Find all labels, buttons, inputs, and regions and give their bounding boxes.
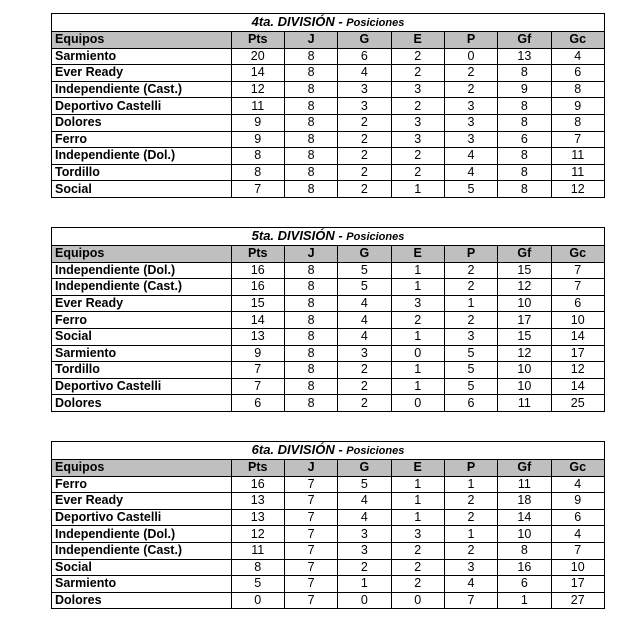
- team-name-cell: Sarmiento: [52, 48, 232, 65]
- table-row: [52, 559, 605, 576]
- stat-cell-j: 8: [284, 378, 337, 395]
- table-row: [52, 262, 605, 279]
- column-header-e: E: [391, 460, 444, 477]
- stat-cell-gc: 10: [551, 559, 604, 576]
- stat-cell-pts: 15: [231, 295, 284, 312]
- stat-cell-gf: 13: [498, 48, 551, 65]
- table-title-row: [52, 228, 605, 246]
- stat-cell-p: 5: [444, 181, 497, 198]
- stat-cell-gc: 6: [551, 509, 604, 526]
- table-row: [52, 576, 605, 593]
- stat-cell-p: 3: [444, 114, 497, 131]
- stat-cell-j: 7: [284, 526, 337, 543]
- title-division: 4ta. DIVISIÓN: [251, 14, 335, 29]
- stat-cell-pts: 7: [231, 362, 284, 379]
- stat-cell-e: 2: [391, 576, 444, 593]
- stat-cell-p: 2: [444, 542, 497, 559]
- column-header-gc: Gc: [551, 460, 604, 477]
- stat-cell-e: 1: [391, 509, 444, 526]
- stat-cell-j: 8: [284, 395, 337, 412]
- team-name-cell: Deportivo Castelli: [52, 378, 232, 395]
- stat-cell-pts: 7: [231, 378, 284, 395]
- stat-cell-gf: 8: [498, 164, 551, 181]
- stat-cell-e: 1: [391, 378, 444, 395]
- stat-cell-gf: 11: [498, 476, 551, 493]
- stat-cell-pts: 11: [231, 542, 284, 559]
- stat-cell-gc: 9: [551, 493, 604, 510]
- stat-cell-pts: 14: [231, 312, 284, 329]
- team-name-cell: Ferro: [52, 131, 232, 148]
- stat-cell-gf: 10: [498, 526, 551, 543]
- stat-cell-gc: 6: [551, 295, 604, 312]
- column-header-p: P: [444, 246, 497, 263]
- stat-cell-j: 7: [284, 576, 337, 593]
- team-name-cell: Ever Ready: [52, 493, 232, 510]
- team-name-cell: Deportivo Castelli: [52, 98, 232, 115]
- column-header-pts: Pts: [231, 32, 284, 49]
- column-header-e: E: [391, 32, 444, 49]
- column-header-gc: Gc: [551, 246, 604, 263]
- stat-cell-pts: 16: [231, 476, 284, 493]
- table-row: [52, 98, 605, 115]
- stat-cell-pts: 16: [231, 262, 284, 279]
- table-row: [52, 279, 605, 296]
- stat-cell-gf: 12: [498, 345, 551, 362]
- table-title: [52, 228, 605, 246]
- stat-cell-gc: 25: [551, 395, 604, 412]
- table-row: [52, 328, 605, 345]
- stat-cell-j: 8: [284, 328, 337, 345]
- stat-cell-j: 8: [284, 65, 337, 82]
- stat-cell-g: 2: [338, 181, 391, 198]
- stat-cell-j: 8: [284, 312, 337, 329]
- stat-cell-pts: 8: [231, 148, 284, 165]
- stat-cell-e: 3: [391, 295, 444, 312]
- table-row: [52, 345, 605, 362]
- team-name-cell: Independiente (Cast.): [52, 542, 232, 559]
- stat-cell-p: 3: [444, 328, 497, 345]
- column-header-g: G: [338, 460, 391, 477]
- table-row: [52, 295, 605, 312]
- stat-cell-gf: 16: [498, 559, 551, 576]
- stat-cell-j: 7: [284, 476, 337, 493]
- stat-cell-e: 3: [391, 526, 444, 543]
- stat-cell-gc: 7: [551, 262, 604, 279]
- column-header-pts: Pts: [231, 460, 284, 477]
- table-row: [52, 542, 605, 559]
- stat-cell-e: 1: [391, 328, 444, 345]
- standings-table-6ta: [51, 441, 605, 609]
- stat-cell-e: 1: [391, 262, 444, 279]
- stat-cell-gf: 12: [498, 279, 551, 296]
- stat-cell-j: 8: [284, 81, 337, 98]
- stat-cell-g: 4: [338, 312, 391, 329]
- stat-cell-p: 0: [444, 48, 497, 65]
- stat-cell-p: 2: [444, 262, 497, 279]
- stat-cell-e: 1: [391, 362, 444, 379]
- stat-cell-gf: 6: [498, 131, 551, 148]
- stat-cell-pts: 13: [231, 509, 284, 526]
- team-name-cell: Ever Ready: [52, 295, 232, 312]
- stat-cell-e: 1: [391, 279, 444, 296]
- stat-cell-gf: 10: [498, 295, 551, 312]
- stat-cell-gf: 17: [498, 312, 551, 329]
- title-subtitle: Posiciones: [346, 445, 405, 457]
- stat-cell-p: 1: [444, 526, 497, 543]
- team-name-cell: Independiente (Dol.): [52, 148, 232, 165]
- table-row: [52, 362, 605, 379]
- stat-cell-g: 2: [338, 148, 391, 165]
- table-row: [52, 592, 605, 609]
- stat-cell-p: 4: [444, 164, 497, 181]
- column-header-g: G: [338, 32, 391, 49]
- column-header-g: G: [338, 246, 391, 263]
- stat-cell-g: 2: [338, 378, 391, 395]
- table-header-row: [52, 460, 605, 477]
- stat-cell-p: 2: [444, 509, 497, 526]
- table-row: [52, 378, 605, 395]
- team-name-cell: Tordillo: [52, 362, 232, 379]
- stat-cell-p: 3: [444, 559, 497, 576]
- stat-cell-p: 2: [444, 312, 497, 329]
- stat-cell-gf: 10: [498, 378, 551, 395]
- stat-cell-p: 4: [444, 576, 497, 593]
- stat-cell-g: 5: [338, 476, 391, 493]
- stat-cell-p: 5: [444, 378, 497, 395]
- stat-cell-e: 1: [391, 181, 444, 198]
- stat-cell-pts: 16: [231, 279, 284, 296]
- stat-cell-j: 7: [284, 542, 337, 559]
- column-header-equipos: Equipos: [52, 246, 232, 263]
- team-name-cell: Social: [52, 559, 232, 576]
- standings-table-4ta: [51, 13, 605, 198]
- stat-cell-j: 8: [284, 181, 337, 198]
- stat-cell-gf: 8: [498, 148, 551, 165]
- table-row: [52, 131, 605, 148]
- stat-cell-gf: 8: [498, 181, 551, 198]
- stat-cell-e: 3: [391, 81, 444, 98]
- team-name-cell: Independiente (Dol.): [52, 526, 232, 543]
- stat-cell-g: 3: [338, 98, 391, 115]
- stat-cell-pts: 8: [231, 164, 284, 181]
- column-header-j: J: [284, 32, 337, 49]
- stat-cell-p: 5: [444, 345, 497, 362]
- stat-cell-j: 8: [284, 295, 337, 312]
- table-row: [52, 48, 605, 65]
- stat-cell-pts: 13: [231, 493, 284, 510]
- stat-cell-p: 6: [444, 395, 497, 412]
- stat-cell-e: 0: [391, 592, 444, 609]
- column-header-e: E: [391, 246, 444, 263]
- stat-cell-gf: 11: [498, 395, 551, 412]
- stat-cell-p: 7: [444, 592, 497, 609]
- stat-cell-gf: 9: [498, 81, 551, 98]
- title-division: 5ta. DIVISIÓN: [251, 228, 335, 243]
- stat-cell-e: 2: [391, 148, 444, 165]
- stat-cell-g: 4: [338, 328, 391, 345]
- title-subtitle: Posiciones: [346, 231, 405, 243]
- table-row: [52, 81, 605, 98]
- stat-cell-gc: 17: [551, 345, 604, 362]
- stat-cell-pts: 7: [231, 181, 284, 198]
- stat-cell-p: 2: [444, 279, 497, 296]
- stat-cell-pts: 20: [231, 48, 284, 65]
- stat-cell-g: 1: [338, 576, 391, 593]
- stat-cell-gf: 8: [498, 98, 551, 115]
- title-subtitle: Posiciones: [346, 17, 405, 29]
- table-row: [52, 114, 605, 131]
- stat-cell-pts: 9: [231, 345, 284, 362]
- stat-cell-gf: 15: [498, 328, 551, 345]
- stat-cell-g: 3: [338, 526, 391, 543]
- stat-cell-gc: 6: [551, 65, 604, 82]
- stat-cell-gf: 8: [498, 542, 551, 559]
- stat-cell-e: 0: [391, 345, 444, 362]
- stat-cell-e: 1: [391, 493, 444, 510]
- stat-cell-j: 8: [284, 362, 337, 379]
- stat-cell-gf: 1: [498, 592, 551, 609]
- stat-cell-gc: 12: [551, 181, 604, 198]
- stat-cell-gc: 11: [551, 164, 604, 181]
- stat-cell-gf: 8: [498, 65, 551, 82]
- stat-cell-j: 8: [284, 164, 337, 181]
- table-row: [52, 65, 605, 82]
- stat-cell-j: 8: [284, 262, 337, 279]
- stat-cell-gc: 11: [551, 148, 604, 165]
- team-name-cell: Deportivo Castelli: [52, 509, 232, 526]
- stat-cell-gf: 10: [498, 362, 551, 379]
- column-header-pts: Pts: [231, 246, 284, 263]
- team-name-cell: Dolores: [52, 395, 232, 412]
- stat-cell-gc: 4: [551, 476, 604, 493]
- stat-cell-gf: 18: [498, 493, 551, 510]
- table-title: [52, 14, 605, 32]
- stat-cell-j: 8: [284, 345, 337, 362]
- stat-cell-p: 5: [444, 362, 497, 379]
- table-row: [52, 509, 605, 526]
- column-header-gc: Gc: [551, 32, 604, 49]
- table-title-row: [52, 442, 605, 460]
- table-row: [52, 476, 605, 493]
- stat-cell-gc: 17: [551, 576, 604, 593]
- stat-cell-gf: 8: [498, 114, 551, 131]
- stat-cell-e: 3: [391, 131, 444, 148]
- stat-cell-e: 2: [391, 65, 444, 82]
- table-row: [52, 181, 605, 198]
- team-name-cell: Social: [52, 328, 232, 345]
- stat-cell-pts: 0: [231, 592, 284, 609]
- stat-cell-j: 8: [284, 48, 337, 65]
- team-name-cell: Independiente (Cast.): [52, 279, 232, 296]
- stat-cell-pts: 9: [231, 131, 284, 148]
- stat-cell-g: 5: [338, 262, 391, 279]
- stat-cell-e: 2: [391, 48, 444, 65]
- team-name-cell: Ever Ready: [52, 65, 232, 82]
- team-name-cell: Dolores: [52, 114, 232, 131]
- stat-cell-e: 2: [391, 542, 444, 559]
- team-name-cell: Social: [52, 181, 232, 198]
- table-title-row: [52, 14, 605, 32]
- stat-cell-gf: 15: [498, 262, 551, 279]
- title-division: 6ta. DIVISIÓN: [251, 442, 335, 457]
- column-header-j: J: [284, 460, 337, 477]
- team-name-cell: Dolores: [52, 592, 232, 609]
- stat-cell-g: 3: [338, 81, 391, 98]
- team-name-cell: Sarmiento: [52, 576, 232, 593]
- stat-cell-g: 2: [338, 114, 391, 131]
- table-title: [52, 442, 605, 460]
- stat-cell-pts: 11: [231, 98, 284, 115]
- table-row: [52, 493, 605, 510]
- stat-cell-g: 3: [338, 542, 391, 559]
- stat-cell-gc: 9: [551, 98, 604, 115]
- stat-cell-gc: 7: [551, 131, 604, 148]
- stat-cell-e: 2: [391, 164, 444, 181]
- stat-cell-pts: 6: [231, 395, 284, 412]
- table-row: [52, 395, 605, 412]
- column-header-gf: Gf: [498, 460, 551, 477]
- stat-cell-p: 2: [444, 493, 497, 510]
- stat-cell-g: 4: [338, 295, 391, 312]
- stat-cell-gc: 4: [551, 48, 604, 65]
- stat-cell-pts: 5: [231, 576, 284, 593]
- standings-table-5ta: [51, 227, 605, 412]
- stat-cell-j: 8: [284, 131, 337, 148]
- team-name-cell: Ferro: [52, 476, 232, 493]
- title-separator: -: [334, 228, 347, 243]
- stat-cell-j: 7: [284, 559, 337, 576]
- stat-cell-g: 5: [338, 279, 391, 296]
- stat-cell-gf: 14: [498, 509, 551, 526]
- stat-cell-p: 3: [444, 98, 497, 115]
- stat-cell-j: 7: [284, 592, 337, 609]
- stat-cell-gc: 12: [551, 362, 604, 379]
- stat-cell-e: 3: [391, 114, 444, 131]
- team-name-cell: Tordillo: [52, 164, 232, 181]
- team-name-cell: Ferro: [52, 312, 232, 329]
- stat-cell-pts: 13: [231, 328, 284, 345]
- stat-cell-g: 2: [338, 131, 391, 148]
- stat-cell-pts: 12: [231, 526, 284, 543]
- stat-cell-p: 1: [444, 295, 497, 312]
- stat-cell-gc: 14: [551, 328, 604, 345]
- stat-cell-pts: 12: [231, 81, 284, 98]
- stat-cell-p: 4: [444, 148, 497, 165]
- stat-cell-gc: 8: [551, 81, 604, 98]
- stat-cell-e: 0: [391, 395, 444, 412]
- title-separator: -: [334, 442, 347, 457]
- title-separator: -: [334, 14, 347, 29]
- table-row: [52, 164, 605, 181]
- stat-cell-gc: 4: [551, 526, 604, 543]
- stat-cell-g: 2: [338, 362, 391, 379]
- column-header-equipos: Equipos: [52, 460, 232, 477]
- column-header-j: J: [284, 246, 337, 263]
- stat-cell-g: 2: [338, 559, 391, 576]
- stat-cell-j: 8: [284, 114, 337, 131]
- stat-cell-j: 7: [284, 509, 337, 526]
- table-row: [52, 148, 605, 165]
- stat-cell-gc: 7: [551, 542, 604, 559]
- stat-cell-gc: 10: [551, 312, 604, 329]
- stat-cell-p: 3: [444, 131, 497, 148]
- stat-cell-gc: 7: [551, 279, 604, 296]
- stat-cell-p: 1: [444, 476, 497, 493]
- stat-cell-p: 2: [444, 65, 497, 82]
- stat-cell-p: 2: [444, 81, 497, 98]
- stat-cell-pts: 14: [231, 65, 284, 82]
- table-row: [52, 526, 605, 543]
- table-header-row: [52, 32, 605, 49]
- stat-cell-gc: 8: [551, 114, 604, 131]
- stat-cell-j: 8: [284, 148, 337, 165]
- column-header-p: P: [444, 32, 497, 49]
- stat-cell-gc: 14: [551, 378, 604, 395]
- stat-cell-g: 3: [338, 345, 391, 362]
- stat-cell-g: 0: [338, 592, 391, 609]
- stat-cell-g: 4: [338, 509, 391, 526]
- table-header-row: [52, 246, 605, 263]
- team-name-cell: Sarmiento: [52, 345, 232, 362]
- column-header-equipos: Equipos: [52, 32, 232, 49]
- stat-cell-j: 8: [284, 98, 337, 115]
- team-name-cell: Independiente (Dol.): [52, 262, 232, 279]
- stat-cell-g: 4: [338, 493, 391, 510]
- stat-cell-g: 4: [338, 65, 391, 82]
- stat-cell-j: 7: [284, 493, 337, 510]
- stat-cell-e: 2: [391, 98, 444, 115]
- stat-cell-gf: 6: [498, 576, 551, 593]
- stat-cell-g: 2: [338, 395, 391, 412]
- stat-cell-e: 2: [391, 559, 444, 576]
- stat-cell-g: 6: [338, 48, 391, 65]
- team-name-cell: Independiente (Cast.): [52, 81, 232, 98]
- stat-cell-pts: 8: [231, 559, 284, 576]
- stat-cell-e: 2: [391, 312, 444, 329]
- column-header-p: P: [444, 460, 497, 477]
- table-row: [52, 312, 605, 329]
- stat-cell-e: 1: [391, 476, 444, 493]
- stat-cell-pts: 9: [231, 114, 284, 131]
- column-header-gf: Gf: [498, 246, 551, 263]
- column-header-gf: Gf: [498, 32, 551, 49]
- stat-cell-g: 2: [338, 164, 391, 181]
- stat-cell-j: 8: [284, 279, 337, 296]
- stat-cell-gc: 27: [551, 592, 604, 609]
